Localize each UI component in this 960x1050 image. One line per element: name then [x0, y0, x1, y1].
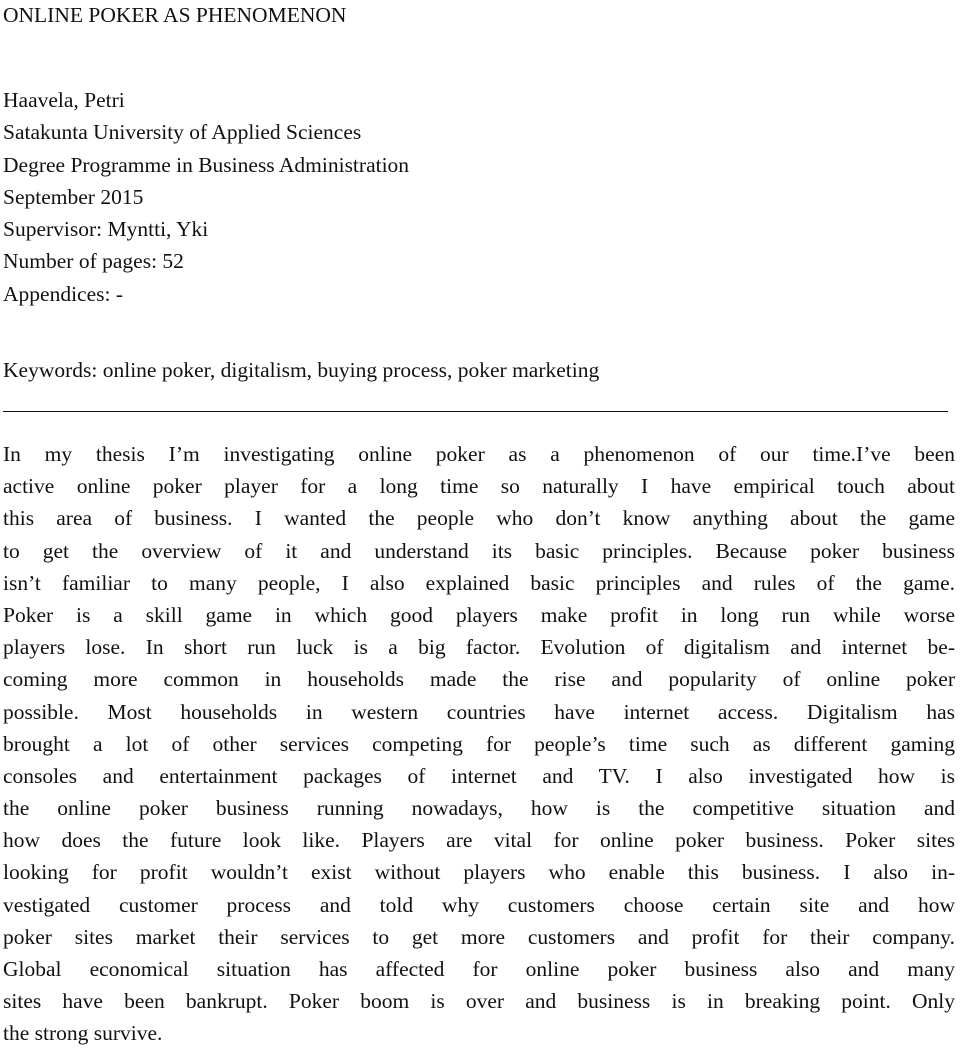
abstract-line: vestigated customer process and told why customers choose certain site and how: [3, 892, 955, 917]
meta-author: Haavela, Petri: [3, 88, 125, 112]
abstract-line: looking for profit wouldn’t exist without players who enable this business. I also in-: [3, 860, 955, 885]
abstract-line: coming more common in households made the rise and popularity of online poker: [3, 667, 955, 692]
abstract-line: poker sites market their services to get more customers and profit for their company.: [3, 924, 955, 949]
separator-rule: [3, 411, 948, 412]
abstract-line: this area of business. I wanted the people who don’t know anything about the game: [3, 506, 955, 531]
document-metadata: [3, 84, 409, 310]
abstract-line: Global economical situation has affected for online poker business also and many: [3, 957, 955, 981]
meta-degree-programme: Degree Programme in Business Administration: [3, 152, 410, 177]
abstract-line: players lose. In short run luck is a big factor. Evolution of digitalism and internet be-: [3, 635, 955, 660]
abstract-line: to get the overview of it and understand its basic principles. Because poker business: [3, 538, 955, 563]
document-title: ONLINE POKER AS PHENOMENON: [3, 3, 347, 27]
meta-institution: Satakunta University of Applied Sciences: [3, 120, 362, 145]
meta-date: September 2015: [3, 184, 144, 209]
abstract-paragraph: [3, 438, 955, 1050]
abstract-line: sites have been bankrupt. Poker boom is over and business is in breaking point. Only: [3, 989, 955, 1014]
abstract-line: possible. Most households in western countries have internet access. Digitalism has: [3, 699, 955, 724]
keywords-line: Keywords: online poker, digitalism, buying process, poker marketing: [3, 358, 600, 382]
abstract-line: how does the future look like. Players are vital for online poker business. Poker sites: [3, 828, 955, 853]
abstract-line: consoles and entertainment packages of internet and TV. I also investigated how is: [3, 763, 955, 788]
meta-page-count: Number of pages: 52: [3, 249, 184, 274]
abstract-line: In my thesis I’m investigating online poker as a phenomenon of our time.I’ve been: [3, 442, 955, 466]
abstract-line: isn’t familiar to many people, I also explained basic principles and rules of the game.: [3, 570, 955, 595]
abstract-line: brought a lot of other services competing for people’s time such as different gaming: [3, 731, 955, 756]
abstract-line: the online poker business running nowadays, how is the competitive situation and: [3, 796, 955, 821]
meta-supervisor: Supervisor: Myntti, Yki: [3, 217, 209, 242]
abstract-line: active online poker player for a long time so naturally I have empirical touch about: [3, 474, 955, 499]
meta-appendices: Appendices: -: [3, 281, 124, 306]
abstract-line: the strong survive.: [3, 1021, 163, 1046]
abstract-line: Poker is a skill game in which good players make profit in long run while worse: [3, 602, 955, 627]
